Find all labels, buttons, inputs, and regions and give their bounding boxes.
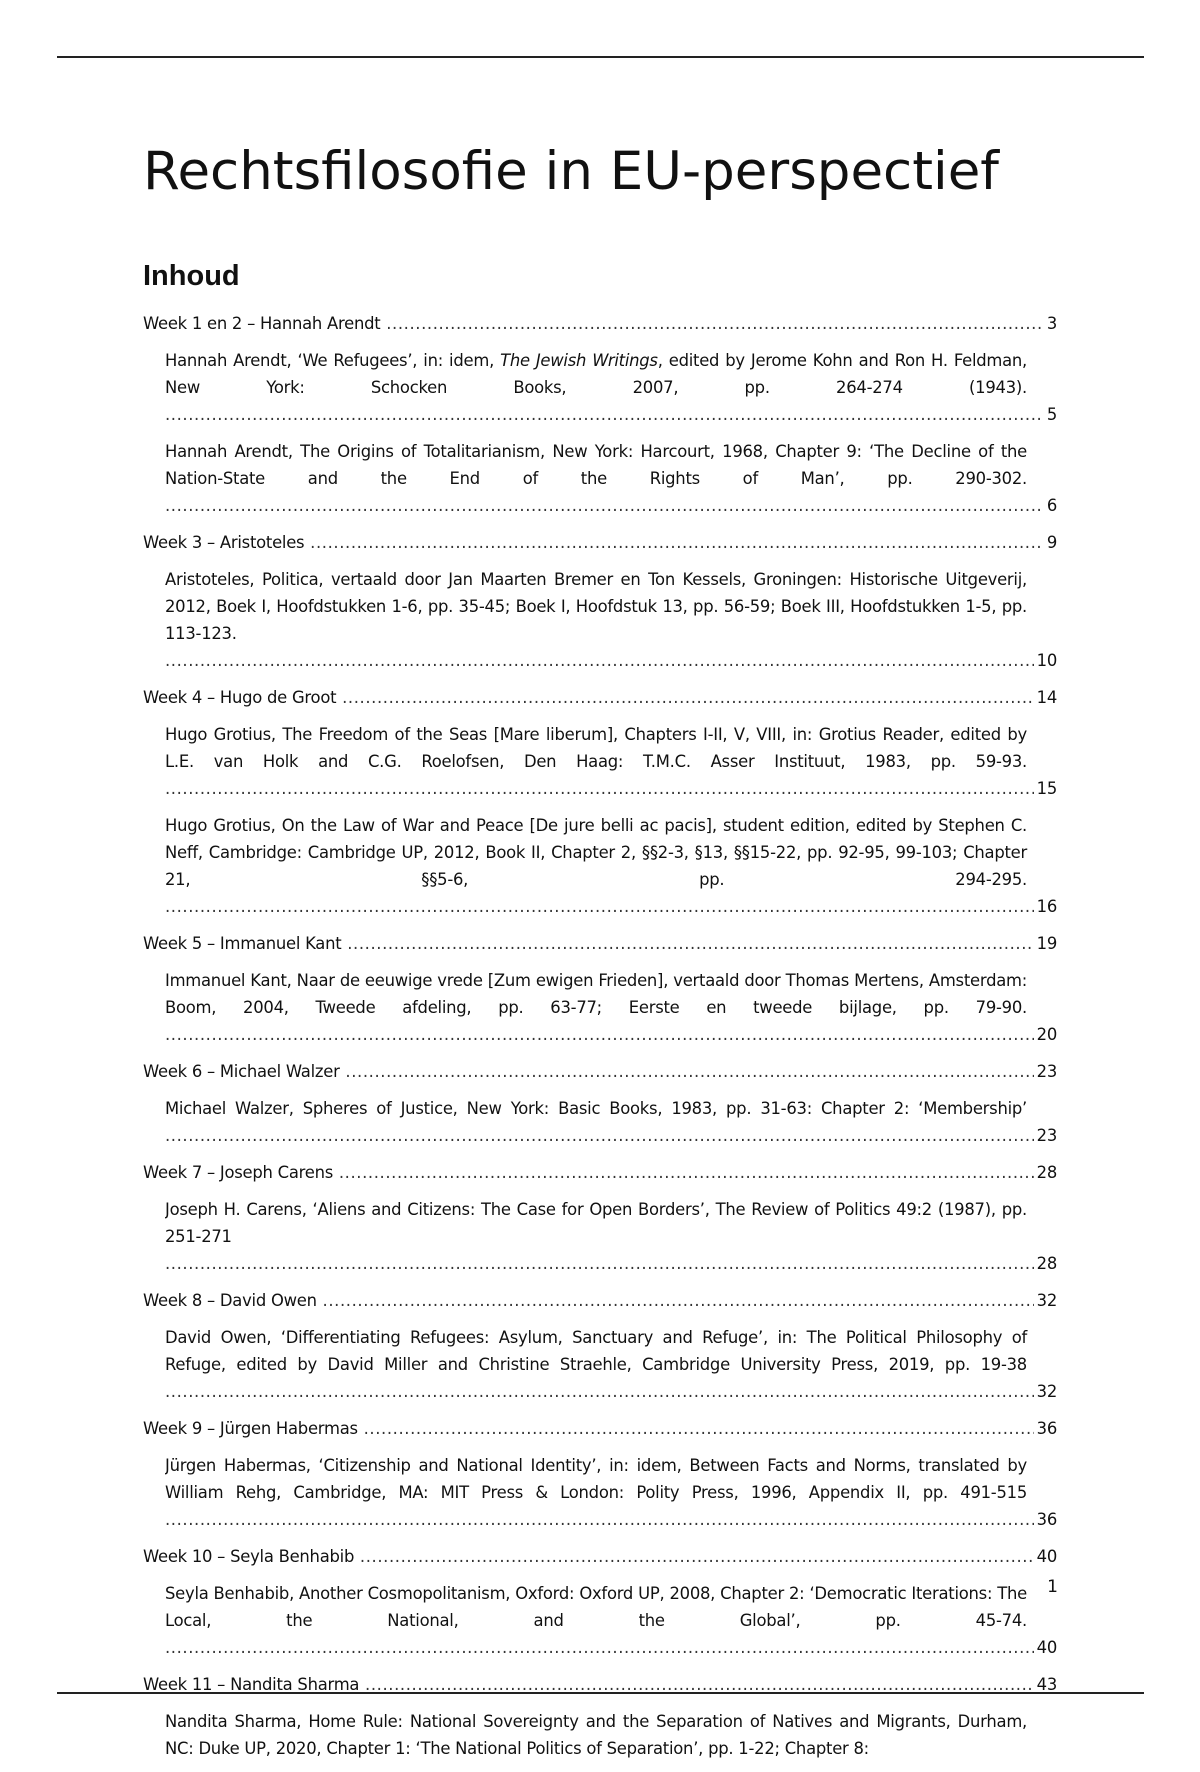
toc-week-entry[interactable] [143,1415,1057,1442]
toc-entry-text [165,351,1027,397]
toc-leader [165,1254,1057,1273]
toc-leader [165,1382,1057,1401]
toc-page-number: 23 [1034,1122,1057,1149]
toc-page-number: 23 [1034,1058,1057,1085]
toc-entry-text: Week 1 en 2 – Hannah Arendt [143,314,381,333]
toc-page-number: 10 [1034,647,1057,674]
toc-page-number: 36 [1034,1415,1057,1442]
toc-reading-entry[interactable] [165,347,1057,428]
toc-page-number: 32 [1034,1378,1057,1405]
toc-page-number: 40 [1034,1634,1057,1661]
toc-leader [165,1638,1057,1657]
toc-entry-text: Week 4 – Hugo de Groot [143,688,337,707]
toc-leader [165,1510,1057,1529]
toc-week-entry[interactable] [143,529,1057,556]
toc-entry-text: David Owen, ‘Differentiating Refugees: Asylum, Sanctuary and Refuge’, in: The Political Philosophy of Refuge, edited by David Miller and Christine Straehle, Cambridge University Press, 2019, pp. 19-38 [165,1328,1027,1374]
toc-heading: Inhoud [143,260,240,292]
toc-entry-text: Week 7 – Joseph Carens [143,1163,334,1182]
toc-page-number: 28 [1034,1159,1057,1186]
toc-page-number: 40 [1034,1543,1057,1570]
bottom-rule [57,1692,1144,1694]
toc-entry-text: Week 6 – Michael Walzer [143,1062,340,1081]
toc-week-entry[interactable] [143,1159,1057,1186]
toc-leader [165,496,1057,515]
toc-reading-entry-continued[interactable] [165,1708,1057,1762]
toc-week-entry[interactable] [143,930,1057,957]
toc-reading-entry[interactable] [165,812,1057,920]
toc-entry-text: Week 11 – Nandita Sharma [143,1675,360,1694]
toc-entry-text: Seyla Benhabib, Another Cosmopolitanism, Oxford: Oxford UP, 2008, Chapter 2: ‘Democratic Iterations: The Local, the National, and the Global’, pp. 45-74. [165,1584,1027,1630]
top-rule [57,56,1144,58]
toc-entry-text: Week 3 – Aristoteles [143,533,305,552]
toc-text-italic: The Jewish Writings [500,351,658,370]
toc-leader [165,779,1057,798]
toc-leader [165,1025,1057,1044]
toc-page-number: 9 [1044,529,1057,556]
toc-leader [358,1419,1057,1438]
toc-leader [317,1291,1057,1310]
toc-entry-text: Week 8 – David Owen [143,1291,317,1310]
toc-reading-entry[interactable] [165,1452,1057,1533]
toc-reading-entry[interactable] [165,1196,1057,1277]
toc-leader [380,314,1057,333]
toc-week-entry[interactable] [143,1287,1057,1314]
toc-entry-text: Nandita Sharma, Home Rule: National Sovereignty and the Separation of Natives and Migrants, Durham, NC: Duke UP, 2020, Chapter 1: ‘The National Politics of Separation’, pp. 1-22; Chapter 8: [165,1712,1027,1758]
toc-page-number: 20 [1034,1021,1057,1048]
toc-reading-entry[interactable] [165,721,1057,802]
table-of-contents [143,310,1057,1772]
toc-week-entry[interactable] [143,310,1057,337]
toc-text-part: Hannah Arendt, ‘We Refugees’, in: idem, [165,351,501,370]
toc-entry-text: Hugo Grotius, The Freedom of the Seas [Mare liberum], Chapters I-II, V, VIII, in: Grotius Reader, edited by L.E. van Holk and C.G. Roelofsen, Den Haag: T.M.C. Asser Instituut, 1983, pp. 59-93. [165,725,1027,771]
toc-week-entry[interactable] [143,1543,1057,1570]
toc-entry-text: Hannah Arendt, The Origins of Totalitarianism, New York: Harcourt, 1968, Chapter 9: ‘The Decline of the Nation-State and the End of the Rights of Man’, pp. 290-302. [165,442,1027,488]
toc-page-number: 28 [1034,1250,1057,1277]
toc-page-number: 43 [1034,1671,1057,1698]
toc-reading-entry[interactable] [165,1580,1057,1661]
toc-entry-text: Immanuel Kant, Naar de eeuwige vrede [Zum ewigen Frieden], vertaald door Thomas Mertens, Amsterdam: Boom, 2004, Tweede afdeling, pp. 63-77; Eerste en tweede bijlage, pp. 79-90. [165,971,1027,1017]
toc-leader [165,1126,1057,1145]
toc-entry-text: Jürgen Habermas, ‘Citizenship and National Identity’, in: idem, Between Facts and Norms, translated by William Rehg, Cambridge, MA: MIT Press & London: Polity Press, 1996, Appendix II, pp. 491-515 [165,1456,1027,1502]
toc-reading-entry[interactable] [165,438,1057,519]
toc-entry-text: Joseph H. Carens, ‘Aliens and Citizens: The Case for Open Borders’, The Review of Politics 49:2 (1987), pp. 251-271 [165,1200,1027,1246]
toc-page-number: 6 [1044,492,1057,519]
toc-reading-entry[interactable] [165,1324,1057,1405]
toc-week-entry[interactable] [143,684,1057,711]
toc-entry-text: Michael Walzer, Spheres of Justice, New York: Basic Books, 1983, pp. 31-63: Chapter 2: ‘Membership’ [165,1099,1027,1118]
toc-page-number: 16 [1034,893,1057,920]
toc-entry-text: Hugo Grotius, On the Law of War and Peace [De jure belli ac pacis], student edition, edited by Stephen C. Neff, Cambridge: Cambridge UP, 2012, Book II, Chapter 2, §§2-3, §13, §§15-22, pp. 92-95, 99-103; Chapter 21, §§5-6, pp. 294-295. [165,816,1027,889]
toc-page-number: 14 [1034,684,1057,711]
toc-page-number: 5 [1044,401,1057,428]
toc-page-number: 3 [1044,310,1057,337]
page-number: 1 [1047,1577,1058,1597]
toc-leader [333,1163,1057,1182]
toc-entry-text: Aristoteles, Politica, vertaald door Jan Maarten Bremer en Ton Kessels, Groningen: Historische Uitgeverij, 2012, Boek I, Hoofdstukken 1-6, pp. 35-45; Boek I, Hoofdstuk 13, pp. 56-59; Boek III, Hoofdstukken 1-5, pp. 113-123. [165,570,1027,643]
toc-leader [165,651,1057,670]
toc-leader [354,1547,1057,1566]
toc-reading-entry[interactable] [165,967,1057,1048]
toc-page-number: 36 [1034,1506,1057,1533]
toc-page-number: 15 [1034,775,1057,802]
toc-entry-text: Week 10 – Seyla Benhabib [143,1547,355,1566]
toc-page-number: 32 [1034,1287,1057,1314]
toc-leader [341,934,1057,953]
toc-leader [165,897,1057,916]
document-title: Rechtsfilosofie in EU-perspectief [143,141,999,202]
toc-leader [304,533,1057,552]
toc-page-number: 19 [1034,930,1057,957]
toc-text-part: , edited by Jerome Kohn and Ron H. Feldman, New York: Schocken Books, 2007, pp. 264-274 (1943). [165,351,1028,397]
toc-leader [336,688,1057,707]
toc-entry-text: Week 5 – Immanuel Kant [143,934,342,953]
toc-entry-text: Week 9 – Jürgen Habermas [143,1419,358,1438]
toc-leader [165,405,1057,424]
toc-reading-entry[interactable] [165,1095,1057,1149]
toc-week-entry[interactable] [143,1058,1057,1085]
toc-reading-entry[interactable] [165,566,1057,674]
toc-leader [340,1062,1057,1081]
